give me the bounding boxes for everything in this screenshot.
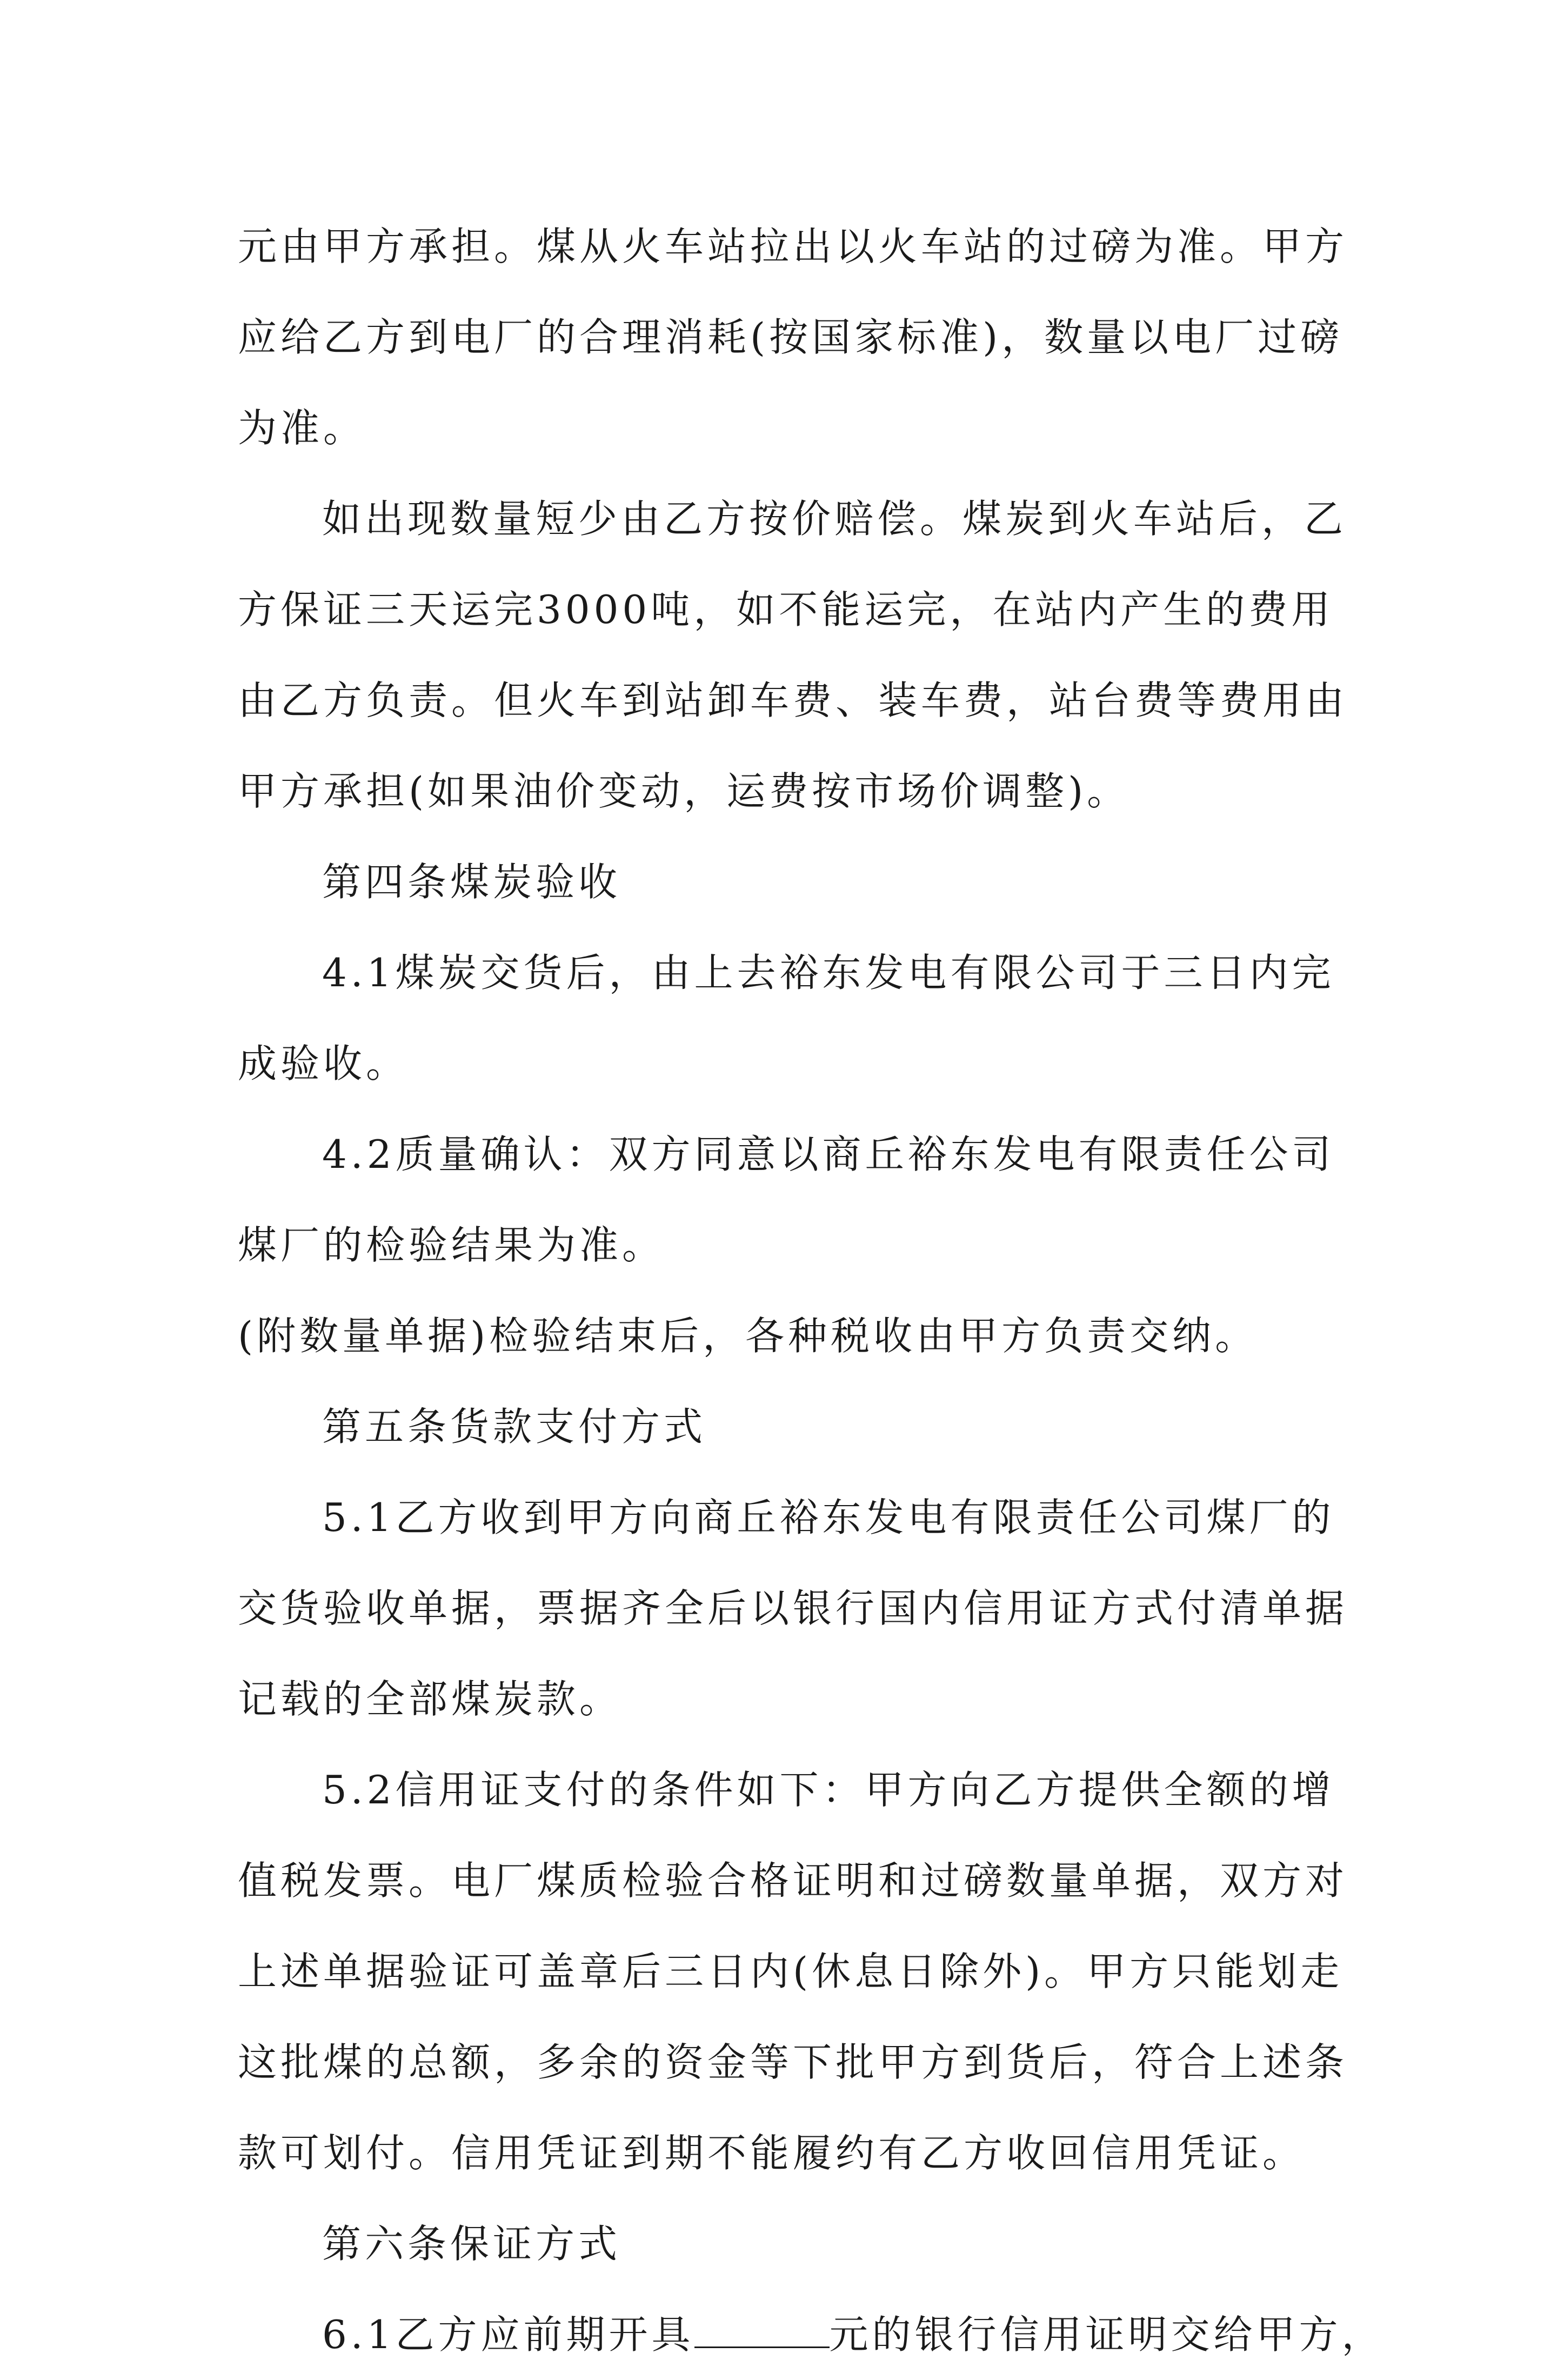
- text-line: 由乙方负责。但火车到站卸车费、装车费，站台费等费用由: [238, 678, 1348, 723]
- text-line: 这批煤的总额，多余的资金等下批甲方到货后，符合上述条: [238, 2040, 1348, 2085]
- text-line: 交货验收单据，票据齐全后以银行国内信用证方式付清单据: [238, 1586, 1348, 1631]
- text-line: 款可划付。信用凭证到期不能履约有乙方收回信用凭证。: [238, 2130, 1306, 2176]
- text-line: 煤厂的检验结果为准。: [238, 1222, 665, 1268]
- text-line: 上述单据验证可盖章后三日内(休息日除外)。甲方只能划走: [238, 1949, 1344, 1994]
- text-line: 元由甲方承担。煤从火车站拉出以火车站的过磅为准。甲方: [238, 224, 1348, 269]
- section-heading-4: 第四条煤炭验收: [322, 859, 621, 905]
- line-text-before-blank: 6.1乙方应前期开具: [322, 2312, 694, 2357]
- text-line: 如出现数量短少由乙方按价赔偿。煤炭到火车站后，乙: [322, 496, 1347, 541]
- line-text-after-blank: 元的银行信用证明交给甲方，: [829, 2312, 1385, 2357]
- text-line-with-blank: [238, 2289, 1385, 2380]
- document-body: [238, 201, 1385, 2380]
- text-line: 成验收。: [238, 1041, 409, 1086]
- text-line: 为准。: [238, 405, 366, 451]
- text-line: 值税发票。电厂煤质检验合格证明和过磅数量单据，双方对: [238, 1858, 1348, 1903]
- text-line: 5.1乙方收到甲方向商丘裕东发电有限责任公司煤厂的: [322, 1495, 1335, 1540]
- text-line: 记载的全部煤炭款。: [238, 1676, 623, 1722]
- text-line: 应给乙方到电厂的合理消耗(按国家标准)，数量以电厂过磅: [238, 315, 1344, 360]
- text-line: (附数量单据)检验结束后，各种税收由甲方负责交纳。: [238, 1313, 1258, 1359]
- text-line: 5.2信用证支付的条件如下：甲方向乙方提供全额的增: [322, 1767, 1335, 1813]
- fill-in-blank: [694, 2325, 830, 2348]
- text-line: 4.2质量确认：双方同意以商丘裕东发电有限责任公司: [322, 1132, 1335, 1177]
- text-line: 甲方承担(如果油价变动，运费按市场价调整)。: [238, 768, 1130, 814]
- section-heading-6: 第六条保证方式: [322, 2221, 621, 2267]
- text-line: 4.1煤炭交货后，由上去裕东发电有限公司于三日内完: [322, 950, 1335, 995]
- section-heading-5: 第五条货款支付方式: [322, 1404, 707, 1449]
- text-line: 方保证三天运完3000吨，如不能运完，在站内产生的费用: [238, 587, 1334, 632]
